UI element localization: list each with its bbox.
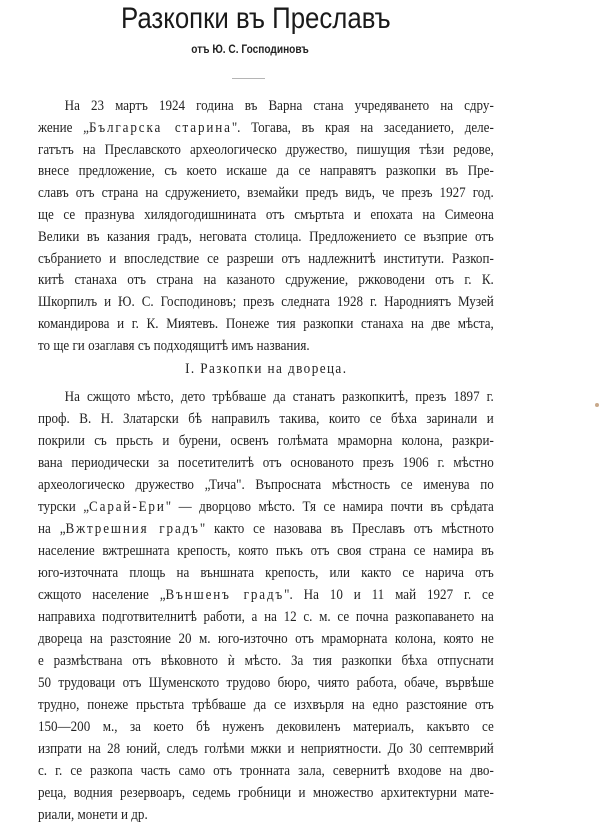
text-line: На сжщото мѣсто, дето трѣбваше да станатъ разкопкитѣ, презъ 1897 г.: [64, 388, 494, 405]
title-divider: [232, 78, 265, 79]
text-line: е размѣствана отъ вѣковното ѝ мѣсто. За тия разкопки бѣха отпуснати: [38, 652, 494, 669]
text-line: трудно, понеже прьстьта трѣбваше да се изхвърля на едно разстояние отъ: [38, 696, 494, 713]
text-line: ще се празнува хилядогодишнината отъ смъртьта и епохата на Симеона: [38, 205, 494, 223]
text-line: вана периодически за посетителитѣ отъ основаното презъ 1906 г. мѣстно: [38, 454, 494, 471]
text-line: На 23 мартъ 1924 година въ Варна стана учредяването на сдру-: [64, 97, 494, 114]
text-line: Шкорпилъ и Ю. С. Господиновъ; презъ следната 1928 г. Народниятъ Музей: [38, 293, 494, 311]
text-line: изпрати на 28 юний, следъ голѣми мжки и неприятности. До 30 септемврий: [38, 740, 494, 757]
society-name-emphasis: Българска старина: [88, 118, 232, 136]
text-line: риали, монети и др.: [38, 806, 148, 823]
place-name-emphasis: Външенъ градъ: [165, 586, 285, 603]
text-fragment: турски: [38, 498, 84, 515]
text-line: реца, водния резервоаръ, седемь гробници и множество архитектурни мате-: [38, 784, 494, 801]
text-line: юго-източната площь на външната крепость, или както се нарича отъ: [38, 564, 494, 581]
scan-artifact-speck: [595, 403, 599, 407]
place-name-emphasis: Вжтрешния градъ: [65, 520, 200, 537]
section-heading-text: I. Разкопки на двореца.: [184, 361, 348, 377]
text-line: археологическо дружество „Тича". Въпросната мѣстность се именува по: [38, 476, 494, 493]
text-line: 150—200 м., за което бѣ нуженъ дековиленъ материалъ, какъвто се: [38, 718, 494, 735]
text-line: [38, 584, 494, 606]
text-line: командирова и г. К. Миятевъ. Понеже тия разкопки станаха на две мѣста,: [38, 314, 494, 332]
author-byline: отъ Ю. С. Господиновъ: [191, 44, 309, 56]
text-line: 50 трудоваци отъ Шуменското трудово бюро, чиято работа, обаче, вървѣше: [38, 674, 494, 691]
open-quote: „: [83, 118, 89, 136]
text-line: [38, 496, 494, 518]
text-line: внесе предложение, съ което искаше да се направятъ разкопки въ Пре-: [38, 162, 494, 180]
text-fragment: сжщото население: [38, 586, 160, 603]
text-fragment: ". Тогава, въ края на заседанието, деле-: [231, 118, 494, 136]
text-fragment: " както се назовава въ Преславъ отъ мѣстното: [199, 520, 494, 537]
text-line: то ще ги озаглавя съ подходящитѣ имъ названия.: [38, 336, 310, 354]
text-line: китѣ станаха отъ страна на казаното сдружение, ржководени отъ г. К.: [38, 271, 494, 289]
text-line: [38, 117, 494, 139]
text-line: двореца на разстояние 20 м. юго-източно отъ мраморната колона, която не: [38, 630, 494, 647]
text-line: население вжтрешната крепость, която пъкъ отъ своя страна се намира въ: [38, 542, 494, 559]
text-line: гатътъ на Преславското археологическо дружество, пишущия тѣзи редове,: [38, 140, 494, 158]
text-fragment: " — дворцово мѣсто. Тя се намира почти въ срѣдата: [165, 498, 494, 515]
text-line: Велики въ казания градъ, неговата столица. Предложението се възприе отъ: [38, 227, 494, 245]
section-heading: [38, 361, 494, 378]
text-fragment: на: [38, 520, 60, 537]
article-title: Разкопки въ Преславъ: [121, 2, 391, 35]
open-quote: „: [83, 498, 90, 515]
text-fragment: жение: [38, 118, 84, 136]
place-name-emphasis: Сарай-Ери: [89, 498, 166, 515]
text-line: с. г. се разкопа часть само отъ тронната зала, севернитѣ входове на дво-: [38, 762, 494, 779]
intro-paragraph: [38, 95, 494, 357]
text-fragment: ". На 10 и 11 май 1927 г. се: [284, 586, 494, 603]
text-line: [38, 518, 494, 540]
text-line: направиха подготвителнитѣ работи, а на 12 с. м. се почна разкопаването на: [38, 608, 494, 625]
text-line: събранието и впоследствие се разреши отъ надлежнитѣ институти. Разкоп-: [38, 249, 494, 267]
section-1-paragraph: [38, 386, 494, 826]
open-quote: „: [159, 586, 166, 603]
text-line: покрили съ прьсть и бурени, освенъ голѣмата мраморна колона, разкри-: [38, 432, 494, 449]
text-line: проф. В. Н. Златарски бѣ направилъ такива, които се бѣха заринали и: [38, 410, 494, 427]
open-quote: „: [59, 520, 66, 537]
text-line: славъ отъ страна на сдружението, вземайки предъ видъ, че презъ 1927 год.: [38, 184, 494, 202]
